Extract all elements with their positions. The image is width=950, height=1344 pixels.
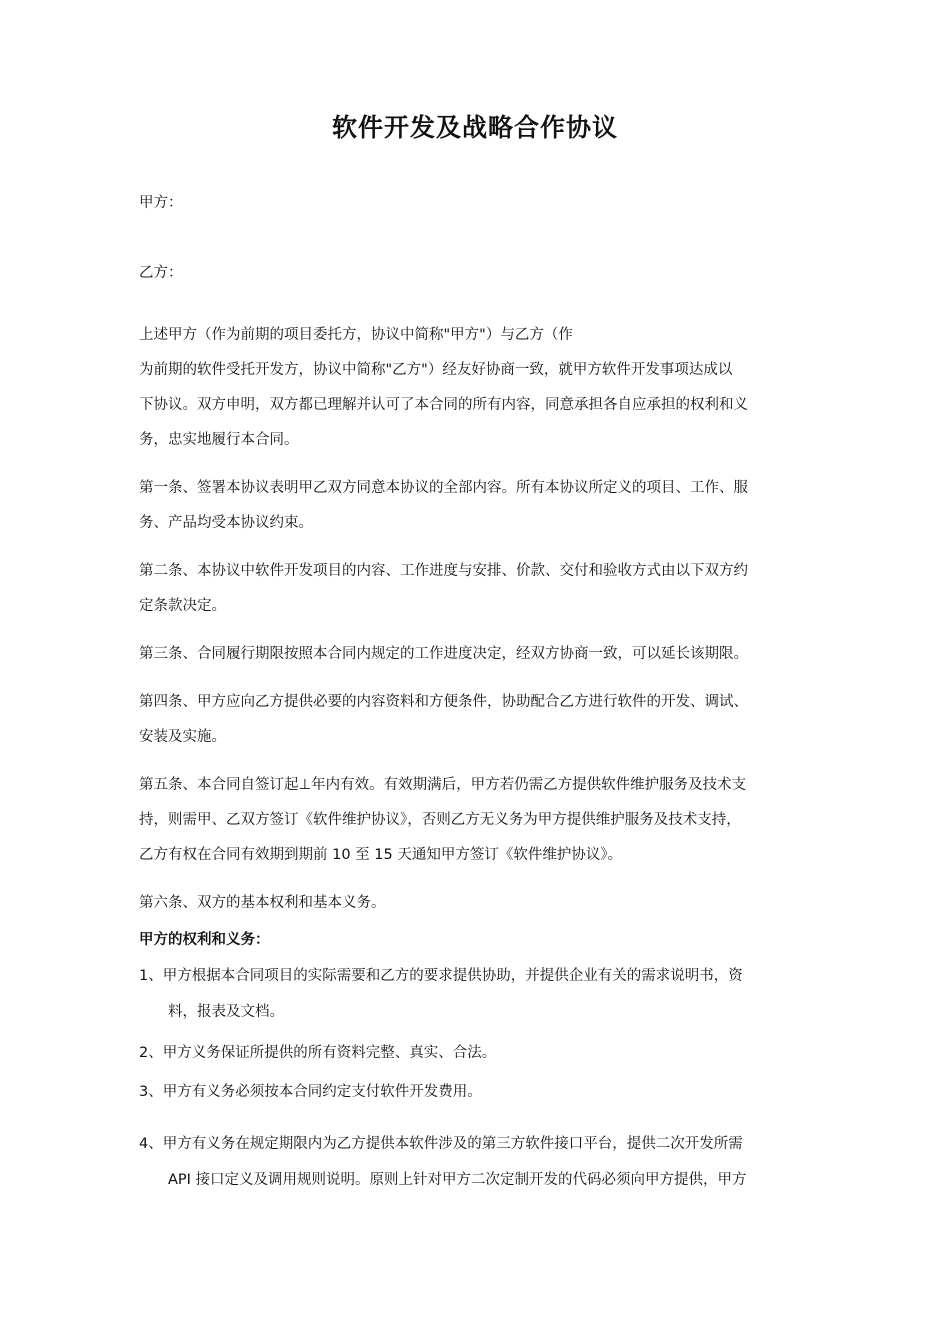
article-5-line: 第五条、本合同自签订起⊥年内有效。有效期满后，甲方若仍需乙方提供软件维护服务及技术支 — [139, 777, 747, 793]
preamble-line: 务，忠实地履行本合同。 — [139, 432, 299, 448]
article-1-line: 第一条、签署本协议表明甲乙双方同意本协议的全部内容。所有本协议所定义的项目、工作、服 — [139, 480, 748, 496]
list-item: 2、甲方义务保证所提供的所有资料完整、真实、合法。 — [139, 1045, 497, 1061]
article-1-line: 务、产品均受本协议约束。 — [139, 515, 313, 531]
party-a-label: 甲方： — [139, 195, 183, 211]
preamble-line: 为前期的软件受托开发方，协议中简称"乙方"）经友好协商一致，就甲方软件开发事项达成以 — [139, 362, 733, 378]
article-4-line: 第四条、甲方应向乙方提供必要的内容资料和方便条件，协助配合乙方进行软件的开发、调试、 — [139, 694, 748, 710]
preamble-line: 下协议。双方申明，双方都已理解并认可了本合同的所有内容，同意承担各自应承担的权利和义 — [139, 397, 748, 413]
list-item: 1、甲方根据本合同项目的实际需要和乙方的要求提供协助，并提供企业有关的需求说明书，资 — [139, 968, 743, 984]
party-b-label: 乙方： — [139, 265, 183, 281]
preamble-line: 上述甲方（作为前期的项目委托方，协议中简称"甲方"）与乙方（作 — [139, 327, 573, 343]
list-item-continuation: 料，报表及文档。 — [168, 1004, 284, 1020]
article-5-line: 持，则需甲、乙双方签订《软件维护协议》，否则乙方无义务为甲方提供维护服务及技术支持， — [139, 812, 741, 828]
article-5-line: 乙方有权在合同有效期到期前 10 至 15 天通知甲方签订《软件维护协议》。 — [139, 847, 623, 863]
article-3-line: 第三条、合同履行期限按照本合同内规定的工作进度决定，经双方协商一致，可以延长该期限。 — [139, 646, 748, 662]
party-a-rights-heading: 甲方的权利和义务： — [139, 932, 270, 948]
list-item: 3、甲方有义务必须按本合同约定支付软件开发费用。 — [139, 1084, 482, 1100]
list-item-continuation: API 接口定义及调用规则说明。原则上针对甲方二次定制开发的代码必须向甲方提供，甲方 — [168, 1172, 747, 1188]
document-title: 软件开发及战略合作协议 — [331, 113, 618, 142]
list-item: 4、甲方有义务在规定期限内为乙方提供本软件涉及的第三方软件接口平台，提供二次开发所需 — [139, 1136, 743, 1152]
article-2-line: 第二条、本协议中软件开发项目的内容、工作进度与安排、价款、交付和验收方式由以下双方约 — [139, 563, 748, 579]
article-4-line: 安装及实施。 — [139, 729, 226, 745]
article-2-line: 定条款决定。 — [139, 598, 226, 614]
article-6-line: 第六条、双方的基本权利和基本义务。 — [139, 895, 386, 911]
